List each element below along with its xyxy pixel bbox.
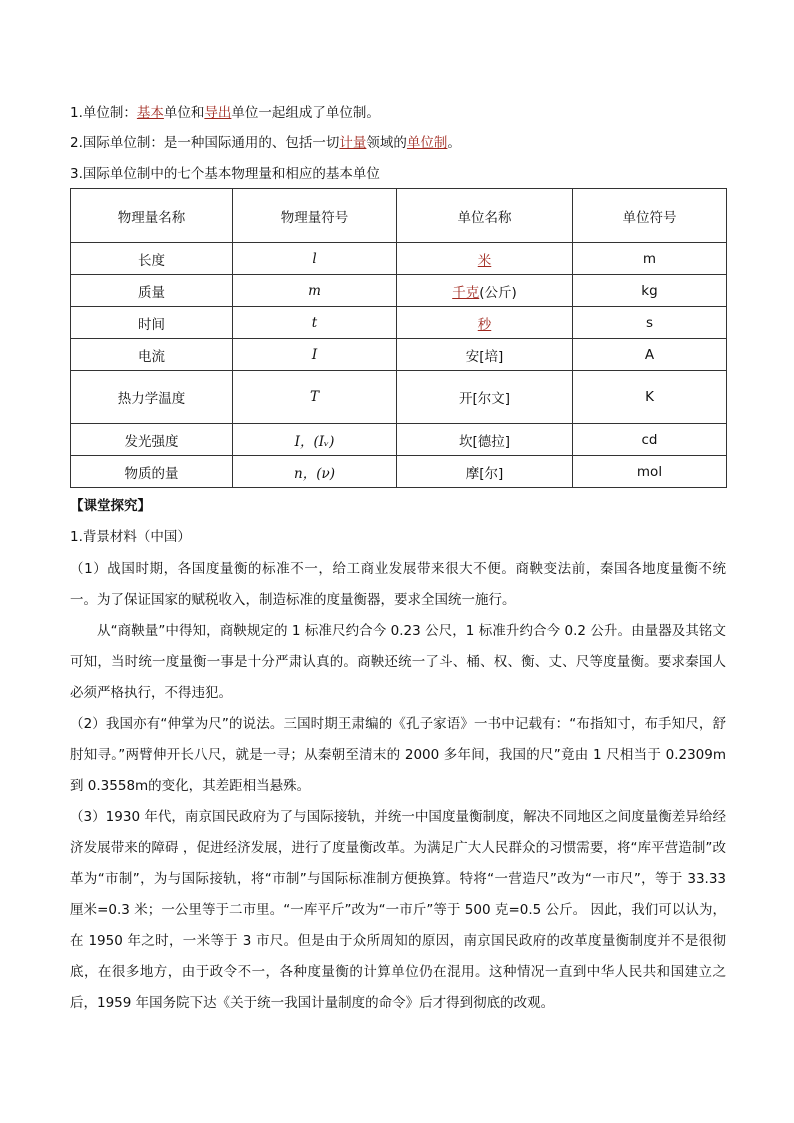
unit-symbol: cd bbox=[573, 424, 727, 456]
unit-symbol: K bbox=[573, 371, 727, 424]
header-unit-name: 单位名称 bbox=[397, 189, 573, 243]
paragraph-2: 从“商鞅量”中得知，商鞅规定的 1 标准尺约合今 0.23 公尺，1 标准升约合今 0.2 公升。由量器及其铭文可知，当时统一度量衡一事是十分严肃认真的。商鞅还统一了斗、桶、权、衡、丈、尺等度量衡。要求秦国人必须严格执行，不得违犯。 bbox=[70, 623, 726, 701]
paragraph-4: （3）1930 年代，南京国民政府为了与国际接轨，并统一中国度量衡制度，解决不同地区之间度量衡差异给经济发展带来的障碍 ，促进经济发展，进行了度量衡改革。为满足广大人民群众的习惯需要，将“库平营造制”改革为“市制”，为与国际接轨，将“市制”与国际标准制方便换算。特将“一营造尺”改为“一市尺”，等于 33.33 厘米=0.3 米；一公里等于二市里。“一库平斤”改为“一市斤”等于 500 克=0.5 公斤。 因此，我们可以认为，在 1950 年之时，一米等于 3 市尺。但是由于众所周知的原因，南京国民政府的改革度量衡制度并不是很彻底，在很多地方，由于政令不一，各种度量衡的计算单位仍在混用。这种情况一直到中华人民共和国建立之后，1959 年国务院下达《关于统一我国计量制度的命令》后才得到彻底的改观。 bbox=[70, 809, 726, 1011]
unit-name-rest: 安[培] bbox=[465, 348, 504, 365]
point-2-number: 2. bbox=[70, 135, 83, 151]
table-row bbox=[71, 339, 727, 371]
quantity-symbol: l bbox=[233, 243, 397, 275]
quantity-name: 时间 bbox=[71, 307, 233, 339]
unit-name bbox=[397, 456, 573, 488]
point-1 bbox=[70, 103, 380, 123]
unit-name bbox=[397, 339, 573, 371]
unit-name bbox=[397, 424, 573, 456]
quantity-symbol: t bbox=[233, 307, 397, 339]
quantity-symbol: m bbox=[233, 275, 397, 307]
unit-name bbox=[397, 275, 573, 307]
unit-symbol: kg bbox=[573, 275, 727, 307]
point-2-label: 国际单位制：是一种国际通用的、包括一切 bbox=[82, 135, 340, 151]
section-title: 【课堂探究】 bbox=[70, 498, 151, 514]
table-row bbox=[71, 307, 727, 339]
background-title: 1.背景材料（中国） bbox=[70, 529, 191, 545]
header-quantity-symbol: 物理量符号 bbox=[233, 189, 397, 243]
point-3: 3.国际单位制中的七个基本物理量和相应的基本单位 bbox=[70, 166, 380, 182]
point-2-tail: 。 bbox=[447, 135, 461, 151]
highlight-measurement: 计量 bbox=[339, 135, 367, 151]
point-1-number: 1. bbox=[70, 105, 83, 121]
table-header-row bbox=[71, 189, 727, 243]
quantity-symbol: I，(Iᵥ) bbox=[233, 424, 397, 456]
paragraph-3: （2）我国亦有“伸掌为尺”的说法。三国时期王肃编的《孔子家语》一书中记载有：“布指知寸，布手知尺，舒肘知寻。”两臂伸开长八尺，就是一寻；从秦朝至清末的 2000 多年间，我国的尺”竟由 1 尺相当于 0.2309m到 0.3558m的变化，其差距相当悬殊。 bbox=[70, 716, 726, 794]
quantity-name: 长度 bbox=[71, 243, 233, 275]
quantity-name: 发光强度 bbox=[71, 424, 233, 456]
unit-name bbox=[397, 243, 573, 275]
point-1-label: 单位制： bbox=[82, 105, 137, 121]
highlight-derived: 导出 bbox=[204, 105, 232, 121]
quantity-symbol: T bbox=[233, 371, 397, 424]
quantity-name: 质量 bbox=[71, 275, 233, 307]
point-2 bbox=[70, 133, 461, 153]
unit-name bbox=[397, 307, 573, 339]
table-row bbox=[71, 424, 727, 456]
highlight-basic: 基本 bbox=[136, 105, 164, 121]
unit-name-highlight: 秒 bbox=[477, 316, 492, 333]
unit-symbol: m bbox=[573, 243, 727, 275]
quantity-name: 物质的量 bbox=[71, 456, 233, 488]
table-row bbox=[71, 456, 727, 488]
point-2-mid: 领域的 bbox=[366, 135, 407, 151]
point-1-mid: 单位和 bbox=[163, 105, 205, 121]
table-row bbox=[71, 275, 727, 307]
header-quantity-name: 物理量名称 bbox=[71, 189, 233, 243]
unit-name-highlight: 千克 bbox=[452, 284, 480, 301]
unit-symbol: A bbox=[573, 339, 727, 371]
unit-name-highlight: 米 bbox=[477, 252, 492, 269]
unit-name-rest: 开[尔文] bbox=[458, 391, 511, 407]
unit-name-rest: 摩[尔] bbox=[465, 465, 504, 482]
unit-name bbox=[397, 371, 573, 424]
quantity-symbol: I bbox=[233, 339, 397, 371]
quantity-name: 电流 bbox=[71, 339, 233, 371]
table-row bbox=[71, 243, 727, 275]
table-row bbox=[71, 371, 727, 424]
unit-name-rest: 坎[德拉] bbox=[458, 433, 511, 450]
point-1-tail: 单位一起组成了单位制。 bbox=[231, 105, 380, 121]
si-units-table bbox=[70, 188, 727, 488]
header-unit-symbol: 单位符号 bbox=[573, 189, 727, 243]
unit-symbol: s bbox=[573, 307, 727, 339]
unit-symbol: mol bbox=[573, 456, 727, 488]
quantity-symbol: n，(ν) bbox=[233, 456, 397, 488]
unit-name-rest: (公斤) bbox=[479, 284, 517, 301]
paragraph-1: （1）战国时期，各国度量衡的标准不一，给工商业发展带来很大不便。商鞅变法前，秦国各地度量衡不统一。为了保证国家的赋税收入，制造标准的度量衡器，要求全国统一施行。 bbox=[70, 561, 726, 608]
quantity-name: 热力学温度 bbox=[71, 371, 233, 424]
highlight-unit-system: 单位制 bbox=[406, 135, 448, 151]
